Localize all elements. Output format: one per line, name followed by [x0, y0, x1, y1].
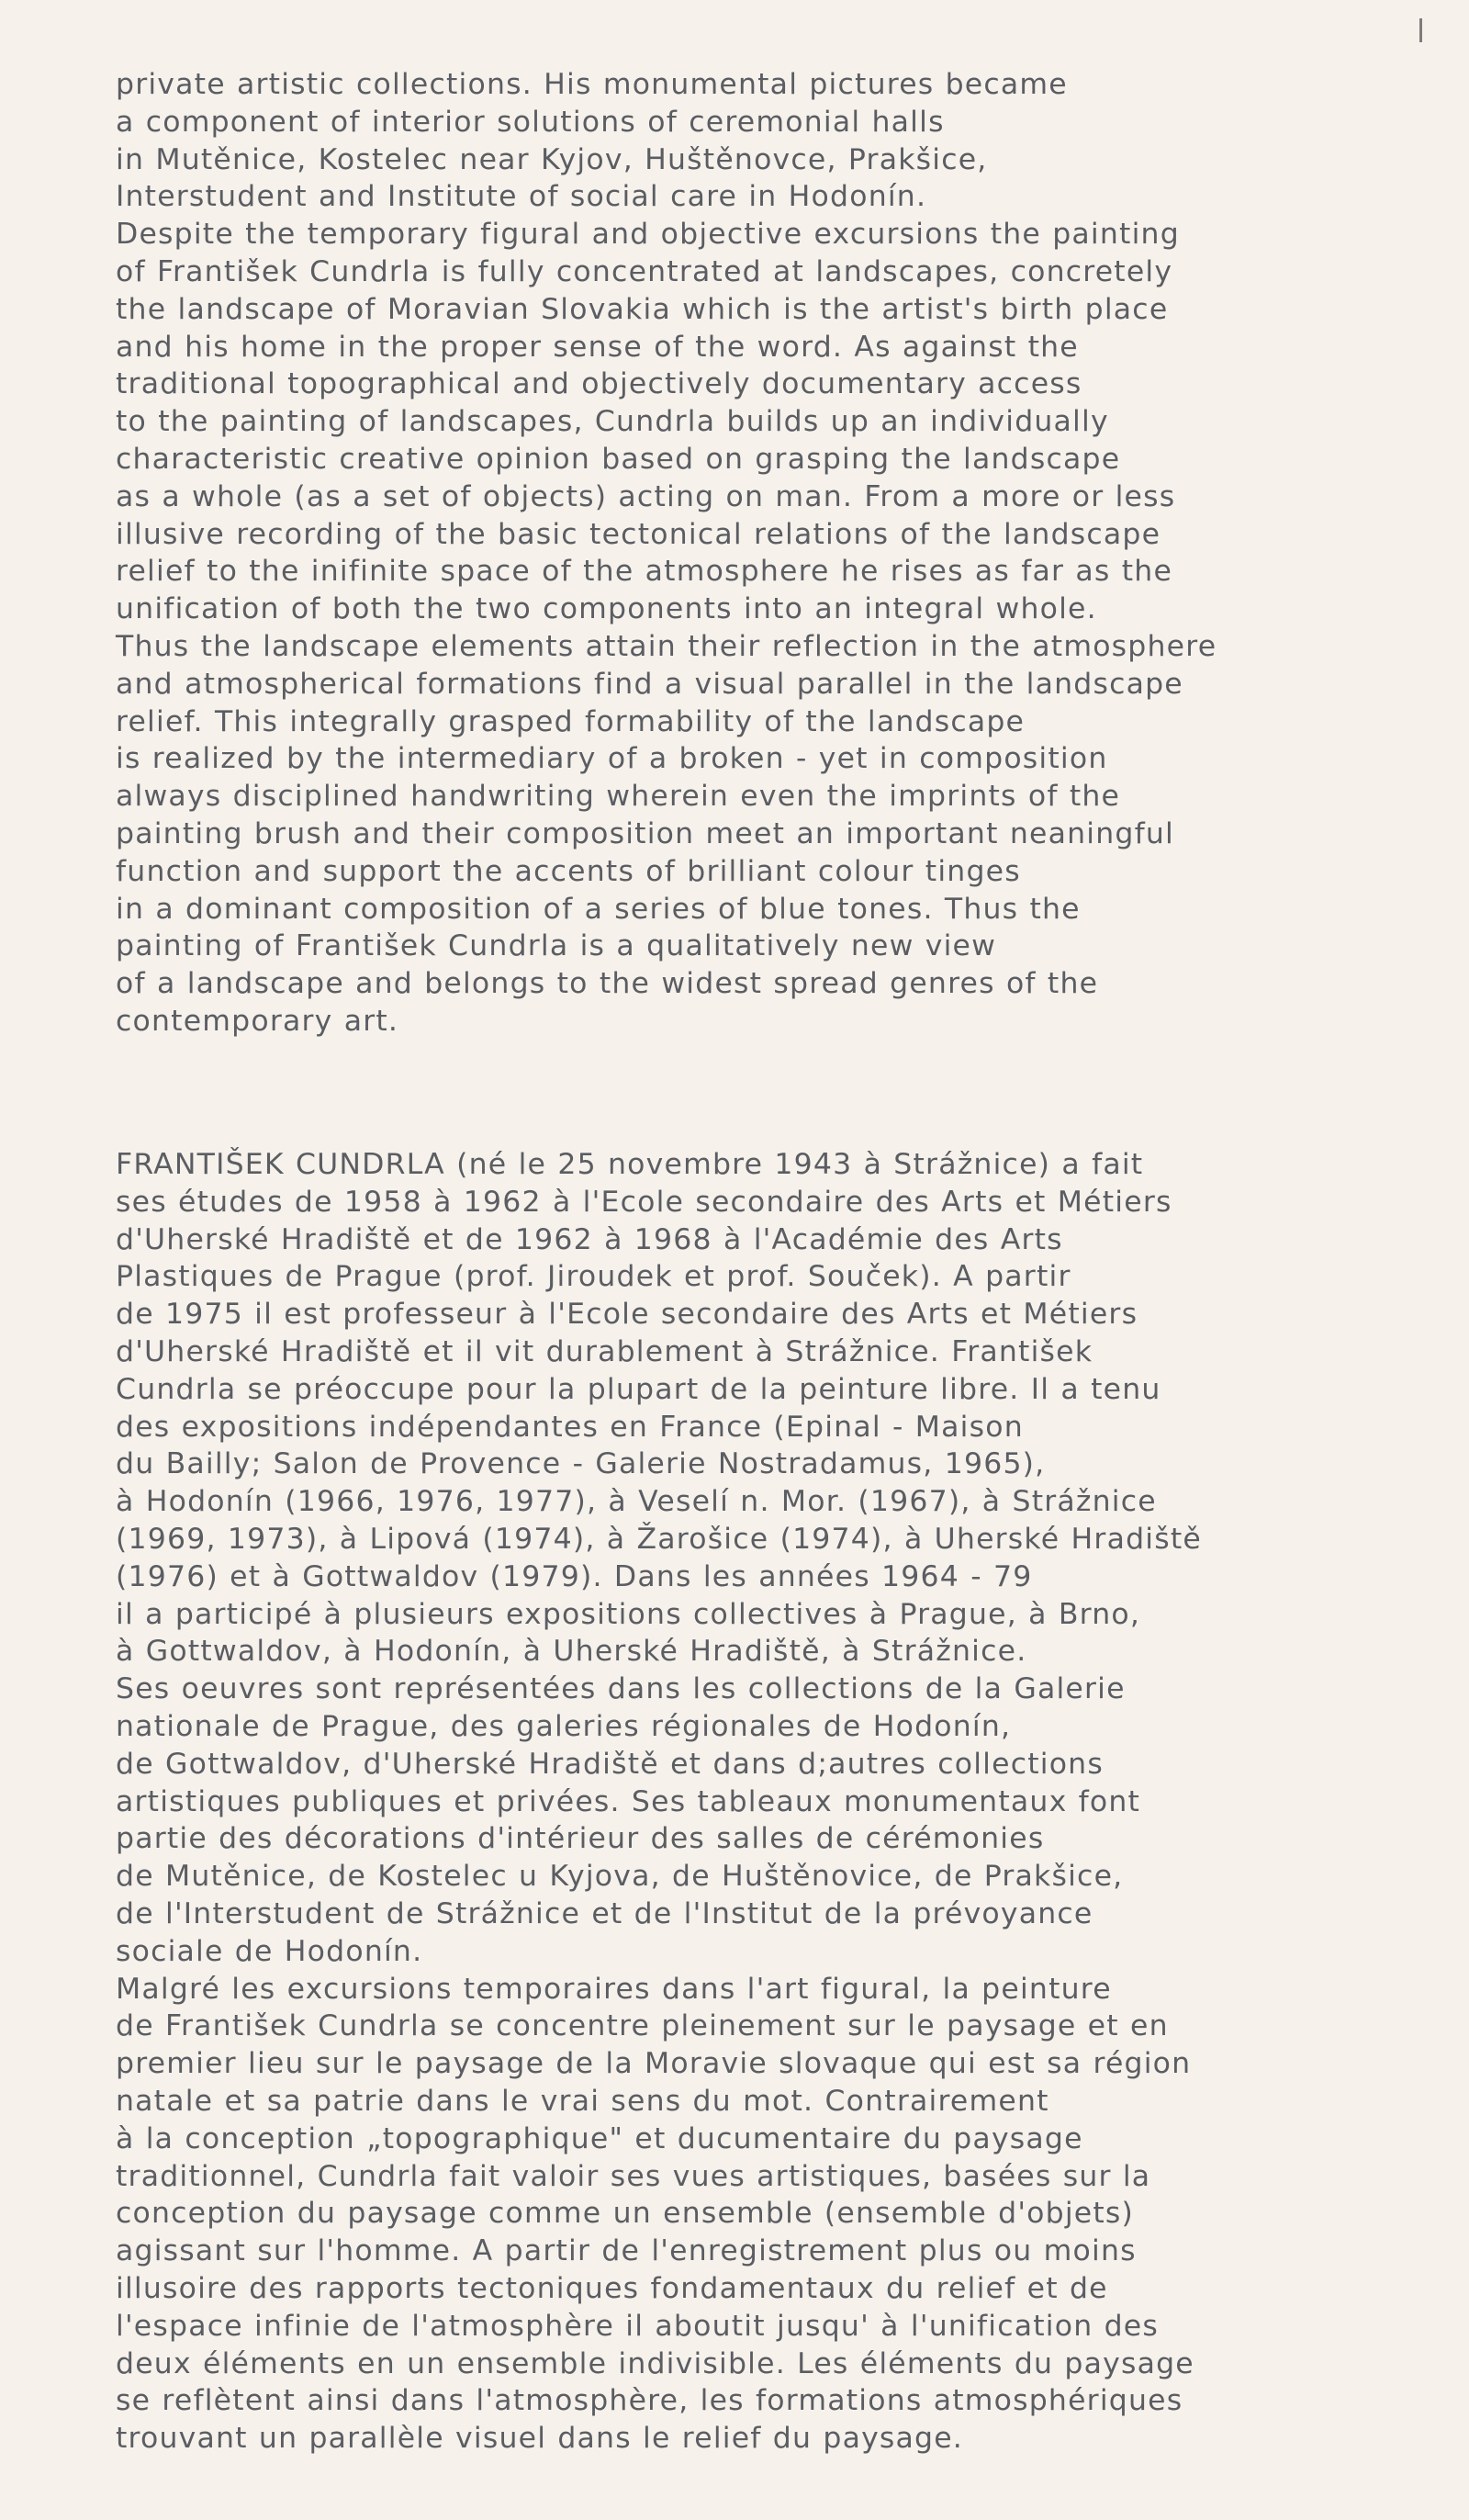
text-line: illusoire des rapports tectoniques fondamentaux du relief et de [116, 2271, 1108, 2305]
text-line: as a whole (as a set of objects) acting on man. From a more or less [116, 479, 1176, 513]
text-line: Malgré les excursions temporaires dans l'art figural, la peinture [116, 1972, 1112, 2006]
text-line: de 1975 il est professeur à l'Ecole secondaire des Arts et Métiers [116, 1298, 1138, 1332]
text-line: (1969, 1973), à Lipová (1974), à Žarošice (1974), à Uherské Hradiště [116, 1522, 1202, 1556]
text-line: l'espace infinie de l'atmosphère il aboutit jusqu' à l'unification des [116, 2309, 1159, 2343]
english-paragraph [116, 66, 1346, 1041]
text-line: Plastiques de Prague (prof. Jiroudek et prof. Souček). A partir [116, 1260, 1071, 1294]
text-line: always disciplined handwriting wherein even the imprints of the [116, 780, 1121, 814]
text-line: painting of František Cundrla is a qualitatively new view [116, 929, 997, 963]
text-line: conception du paysage comme un ensemble (ensemble d'objets) [116, 2197, 1135, 2231]
text-line: function and support the accents of brilliant colour tinges [116, 854, 1021, 888]
text-line: à Gottwaldov, à Hodonín, à Uherské Hradiště, à Strážnice. [116, 1635, 1027, 1669]
text-line: à Hodonín (1966, 1976, 1977), à Veselí n. Mor. (1967), à Strážnice [116, 1485, 1157, 1519]
text-line: is realized by the intermediary of a broken - yet in composition [116, 742, 1108, 776]
text-line: de Gottwaldov, d'Uherské Hradiště et dans d;autres collections [116, 1747, 1104, 1781]
text-line: characteristic creative opinion based on grasping the landscape [116, 442, 1121, 476]
text-line: Ses oeuvres sont représentées dans les collections de la Galerie [116, 1672, 1126, 1706]
text-line: Cundrla se préoccupe pour la plupart de la peinture libre. Il a tenu [116, 1372, 1161, 1406]
text-line: de František Cundrla se concentre pleinement sur le paysage et en [116, 2009, 1169, 2043]
text-line: traditionnel, Cundrla fait valoir ses vues artistiques, basées sur la [116, 2159, 1151, 2193]
french-paragraph [116, 1146, 1346, 2458]
text-line: se reflètent ainsi dans l'atmosphère, les formations atmosphériques [116, 2384, 1183, 2418]
text-line: nationale de Prague, des galeries régionales de Hodonín, [116, 1709, 1012, 1743]
text-line: (1976) et à Gottwaldov (1979). Dans les années 1964 - 79 [116, 1559, 1033, 1593]
text-line: private artistic collections. His monumental pictures became [116, 68, 1068, 101]
text-line: painting brush and their composition meet an important neaningful [116, 816, 1174, 850]
text-line: à la conception „topographique" et ducumentaire du paysage [116, 2121, 1083, 2155]
text-line: natale et sa patrie dans le vrai sens du mot. Contrairement [116, 2084, 1049, 2118]
text-line: il a participé à plusieurs expositions collectives à Prague, à Brno, [116, 1597, 1141, 1631]
text-line: unification of both the two components into an integral whole. [116, 592, 1097, 626]
text-line: agissant sur l'homme. A partir de l'enregistrement plus ou moins [116, 2234, 1137, 2268]
text-line: premier lieu sur le paysage de la Moravie slovaque qui est sa région [116, 2047, 1192, 2081]
text-line: d'Uherské Hradiště et il vit durablement à Strážnice. František [116, 1334, 1093, 1368]
text-line: of a landscape and belongs to the widest spread genres of the [116, 967, 1099, 1001]
text-line: and his home in the proper sense of the word. As against the [116, 330, 1079, 364]
text-line: du Bailly; Salon de Provence - Galerie Nostradamus, 1965), [116, 1447, 1046, 1481]
text-line: relief to the inifinite space of the atmosphere he rises as far as the [116, 555, 1173, 589]
text-line: des expositions indépendantes en France (Epinal - Maison [116, 1410, 1024, 1444]
text-line: traditional topographical and objectively documentary access [116, 367, 1082, 401]
text-line: in Mutěnice, Kostelec near Kyjov, Huštěnovce, Prakšice, [116, 142, 988, 176]
text-line: artistiques publiques et privées. Ses tableaux monumentaux font [116, 1784, 1141, 1818]
text-line: of František Cundrla is fully concentrated at landscapes, concretely [116, 254, 1173, 288]
text-line: to the painting of landscapes, Cundrla builds up an individually [116, 405, 1109, 439]
text-line: FRANTIŠEK CUNDRLA (né le 25 novembre 1943 à Strážnice) a fait [116, 1148, 1144, 1181]
text-line: partie des décorations d'intérieur des salles de cérémonies [116, 1822, 1045, 1856]
text-line: in a dominant composition of a series of blue tones. Thus the [116, 892, 1081, 926]
text-line: a component of interior solutions of ceremonial halls [116, 105, 945, 139]
text-line: sociale de Hodonín. [116, 1934, 423, 1968]
text-line: and atmospherical formations find a visual parallel in the landscape [116, 667, 1183, 701]
text-line: deux éléments en un ensemble indivisible. Les éléments du paysage [116, 2346, 1194, 2380]
text-line: relief. This integrally grasped formability of the landscape [116, 704, 1026, 738]
margin-mark [1419, 18, 1422, 42]
text-line: Thus the landscape elements attain their reflection in the atmosphere [116, 629, 1217, 663]
text-line: de Mutěnice, de Kostelec u Kyjova, de Huštěnovice, de Prakšice, [116, 1860, 1124, 1894]
text-line: illusive recording of the basic tectonical relations of the landscape [116, 517, 1161, 551]
text-line: Despite the temporary figural and objective excursions the painting [116, 218, 1180, 252]
text-line: trouvant un parallèle visuel dans le relief du paysage. [116, 2422, 964, 2456]
text-line: the landscape of Moravian Slovakia which is the artist's birth place [116, 292, 1169, 326]
text-line: d'Uherské Hradiště et de 1962 à 1968 à l'Académie des Arts [116, 1222, 1063, 1256]
text-line: de l'Interstudent de Strážnice et de l'Institut de la prévoyance [116, 1896, 1093, 1930]
text-line: Interstudent and Institute of social care in Hodonín. [116, 180, 927, 214]
text-line: ses études de 1958 à 1962 à l'Ecole secondaire des Arts et Métiers [116, 1185, 1172, 1219]
text-line: contemporary art. [116, 1004, 399, 1038]
